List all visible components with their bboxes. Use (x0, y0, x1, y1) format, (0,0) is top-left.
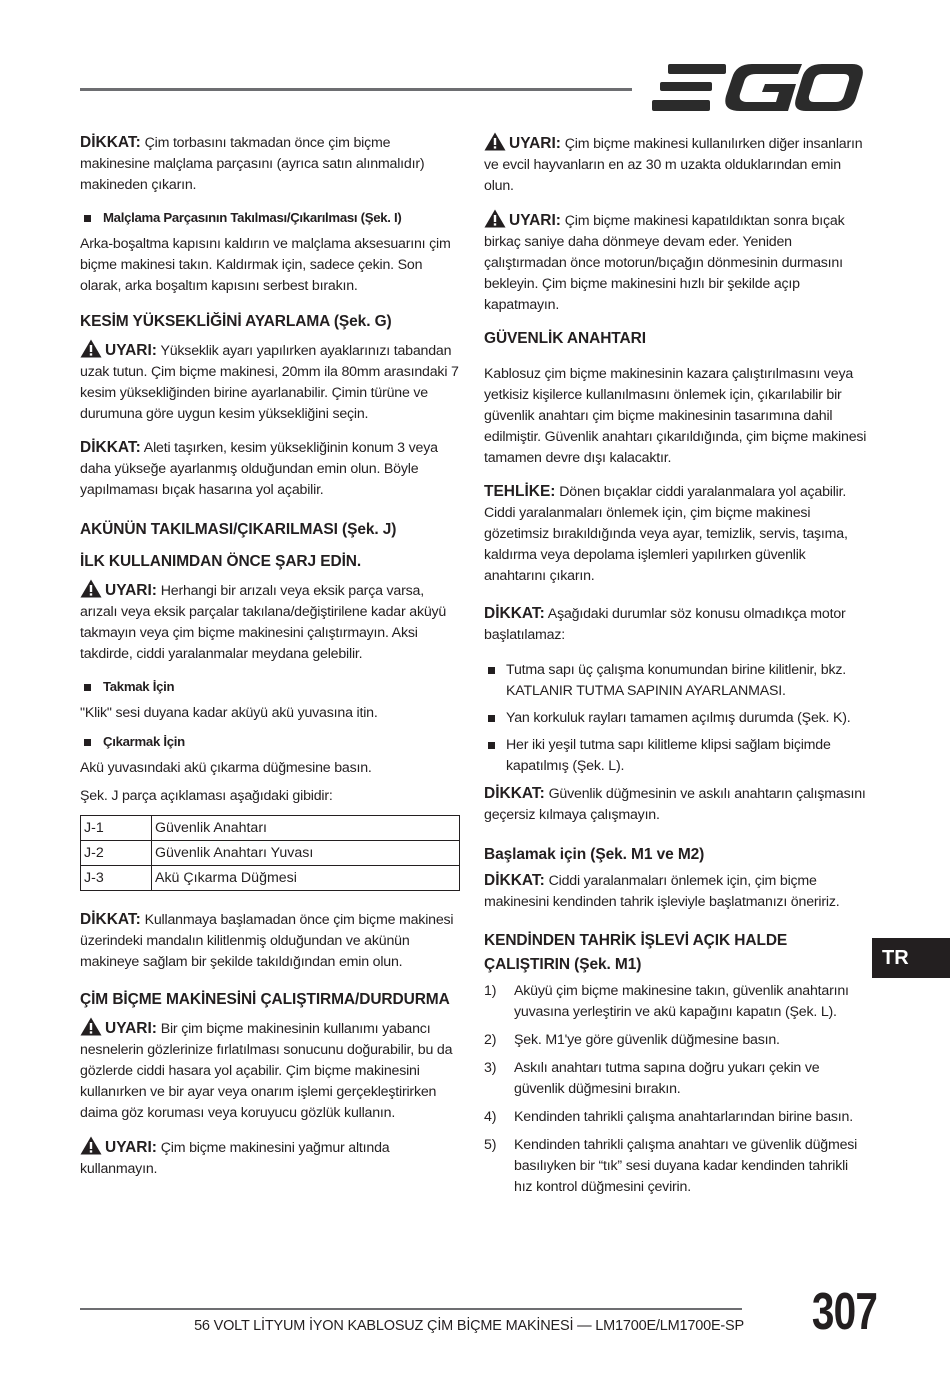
notice-latch: DİKKAT: Kullanmaya başlamadan önce çim biçme makinesi üzerindeki mandalın kilitlenmiş olduğundan ve akünün makineye sağlam bir şekilde takıldığından emin olun. (80, 911, 454, 970)
part-code: J-2 (81, 841, 152, 866)
table-row (81, 866, 460, 891)
warning-blade-stop: UYARI: Çim biçme makinesi kapatıldıktan sonra bıçak birkaç saniye daha dönmeye devam eder. Yeniden çalıştırmadan önce motorun/bıçağın dönmesinin durmasını bekleyin. Çim biçme makinesini hızlı bir şekilde açıp kapatmayın. (484, 209, 868, 316)
safety-key-text: Kablosuz çim biçme makinesinin kazara çalıştırılmasını veya yetkisiz kişilerce kullanılmasını önlemek için, çıkarılabilir bir güvenlik anahtarı çim biçme makinesinin tasarımına dahil edilmiştir. Güvenlik anahtarı çıkarıldığında, çim biçme makinesi tamamen devre dışı kalacaktır. (484, 366, 867, 466)
notice-override: DİKKAT: Güvenlik düğmesinin ve askılı anahtarın çalışmasını geçersiz kılmaya çalışmayın. (484, 785, 866, 823)
part-description: Güvenlik Anahtarı Yuvası (152, 841, 460, 866)
warning-triangle-icon (484, 209, 506, 228)
heading-safety-key: GÜVENLİK ANAHTARI (484, 330, 646, 347)
warning-triangle-icon (80, 1136, 102, 1155)
heading-battery: AKÜNÜN TAKILMASI/ÇIKARILMASI (Şek. J) (80, 521, 397, 538)
bullet-square-icon (84, 739, 91, 746)
bullet-square-icon (84, 684, 91, 691)
part-code: J-3 (81, 866, 152, 891)
warning-triangle-icon (484, 132, 506, 151)
subheading-remove: Çıkarmak İçin (80, 732, 462, 752)
left-column (80, 132, 462, 1192)
heading-cut-height: KESİM YÜKSEKLİĞİNİ AYARLAMA (Şek. G) (80, 313, 392, 330)
bullet-square-icon (84, 215, 91, 222)
warning-cut-height: UYARI: Yükseklik ayarı yapılırken ayaklarınızı tabandan uzak tutun. Çim biçme makinesi, 20mm ila 80mm arasındaki 7 kesim yüksekliğinden birine ayarlanabilir. Çimin türüne ve durumuna göre uygun kesim yüksekliğini seçin. (80, 339, 462, 425)
subheading-mulch: Malçlama Parçasının Takılması/Çıkarılması (Şek. I) (80, 208, 462, 228)
warning-triangle-icon (80, 339, 102, 358)
notice-motor-start: DİKKAT: Aşağıdaki durumlar söz konusu olmadıkça motor başlatılamaz: (484, 605, 846, 643)
part-description: Akü Çıkarma Düğmesi (152, 866, 460, 891)
list-item: Her iki yeşil tutma sapı kilitleme klipsi sağlam biçimde kapatılmış (Şek. L). (484, 735, 868, 777)
install-text: "Klik" sesi duyana kadar aküyü akü yuvasına itin. (80, 705, 378, 721)
list-item: 2) Şek. M1'ye göre güvenlik düğmesine basın. (484, 1032, 780, 1048)
steps-list (484, 981, 868, 1198)
header-rule (80, 88, 632, 91)
page-number: 307 (811, 1283, 878, 1341)
part-description: Güvenlik Anahtarı (152, 816, 460, 841)
language-tab: TR (872, 938, 950, 978)
warning-parts: UYARI: Herhangi bir arızalı veya eksik parça varsa, arızalı veya eksik parçalar takılana/değiştirilene kadar aküyü takmayın veya çim biçme makinesini çalıştırmayın. Aksi takdirde, ciddi yaralanmalar meydana gelebilir. (80, 579, 462, 665)
warning-triangle-icon (80, 1017, 102, 1036)
bullet-square-icon (488, 667, 495, 674)
warning-distance: UYARI: Çim biçme makinesi kullanılırken diğer insanların ve evcil hayvanların en az 30 m uzakta olduklarından emin olun. (484, 132, 868, 197)
heading-self-propel: KENDİNDEN TAHRİK İŞLEVİ AÇIK HALDE ÇALIŞTIRIN (Şek. M1) (484, 932, 788, 973)
danger-blades: TEHLİKE: Dönen bıçaklar ciddi yaralanmalara yol açabilir. Ciddi yaralanmaları önlemek için, çim biçme makinesi gözetimsiz bırakıldığında veya ayar, temizlik, servis, taşıma, kaldırma veya depolama işlemleri yapılırken güvenlik anahtarını çıkarın. (484, 483, 848, 584)
warning-rain: UYARI: Çim biçme makinesini yağmur altında kullanmayın. (80, 1136, 462, 1180)
subheading-install: Takmak İçin (80, 677, 462, 697)
heading-charge: İLK KULLANIMDAN ÖNCE ŞARJ EDİN. (80, 553, 362, 570)
ego-logo (652, 62, 864, 114)
bullet-square-icon (488, 715, 495, 722)
heading-start-stop: ÇİM BİÇME MAKİNESİNİ ÇALIŞTIRMA/DURDURMA (80, 991, 450, 1008)
notice-transport: DİKKAT: Aleti taşırken, kesim yüksekliğinin konum 3 veya daha yükseğe ayarlanmış olduğundan emin olun. Böyle yapılmaması bıçak hasarına yol açabilir. (80, 439, 438, 498)
list-item: 4) Kendinden tahrikli çalışma anahtarlarından birine basın. (484, 1109, 853, 1125)
notice-self-propel: DİKKAT: Ciddi yaralanmaları önlemek için, çim biçme makinesini kendinden tahrik işleviyle başlatmanızı öneririz. (484, 872, 840, 910)
parts-intro: Şek. J parça açıklaması aşağıdaki gibidir: (80, 788, 333, 804)
footer-rule (80, 1308, 742, 1310)
table-row (81, 816, 460, 841)
mulch-instructions: Arka-boşaltma kapısını kaldırın ve malçlama aksesuarını çim biçme makinesi takın. Kaldırmak için, sadece çekin. Son olarak, arka boşaltım kapısını serbest bırakın. (80, 236, 451, 294)
list-item: Tutma sapı üç çalışma konumundan birine kilitlenir, bkz. KATLANIR TUTMA SAPININ AYARLANMASI. (484, 660, 868, 702)
bullet-square-icon (488, 742, 495, 749)
notice-mulch: DİKKAT: Çim torbasını takmadan önce çim biçme makinesine malçlama parçasını (ayrıca satın alınmalıdır) makineden çıkarın. (80, 134, 425, 193)
list-item: 1) Aküyü çim biçme makinesine takın, güvenlik anahtarını yuvasına yerleştirin ve akü kapağını kapatın (Şek. L). (484, 983, 849, 1020)
list-item: Yan korkuluk rayları tamamen açılmış durumda (Şek. K). (484, 708, 868, 729)
conditions-list (484, 660, 868, 777)
list-item: 3) Askılı anahtarı tutma sapına doğru yukarı çekin ve güvenlik düğmesini bırakın. (484, 1060, 820, 1097)
heading-starting: Başlamak için (Şek. M1 ve M2) (484, 846, 705, 863)
warning-triangle-icon (80, 579, 102, 598)
remove-text: Akü yuvasındaki akü çıkarma düğmesine basın. (80, 760, 372, 776)
part-code: J-1 (81, 816, 152, 841)
list-item: 5) Kendinden tahrikli çalışma anahtarı ve güvenlik düğmesi basılıyken bir “tık” sesi duyana kadar kendinden tahrikli hız kontrol düğmesini çevirin. (484, 1137, 858, 1195)
right-column (484, 132, 868, 1205)
parts-table (80, 815, 460, 891)
footer-title: 56 VOLT LİTYUM İYON KABLOSUZ ÇİM BİÇME MAKİNESİ — LM1700E/LM1700E-SP (194, 1318, 744, 1334)
warning-eye-protection: UYARI: Bir çim biçme makinesinin kullanımı yabancı nesnelerin gözlerinize fırlatılması sonucunu doğurabilir, bu da gözlerde ciddi hasara yol açabilir. Çim biçme makinesini kullanırken ve bir ayar veya onarım işlemi gerçekleştirirken daima göz koruması veya koruyucu gözlük kullanın. (80, 1017, 462, 1124)
table-row (81, 841, 460, 866)
